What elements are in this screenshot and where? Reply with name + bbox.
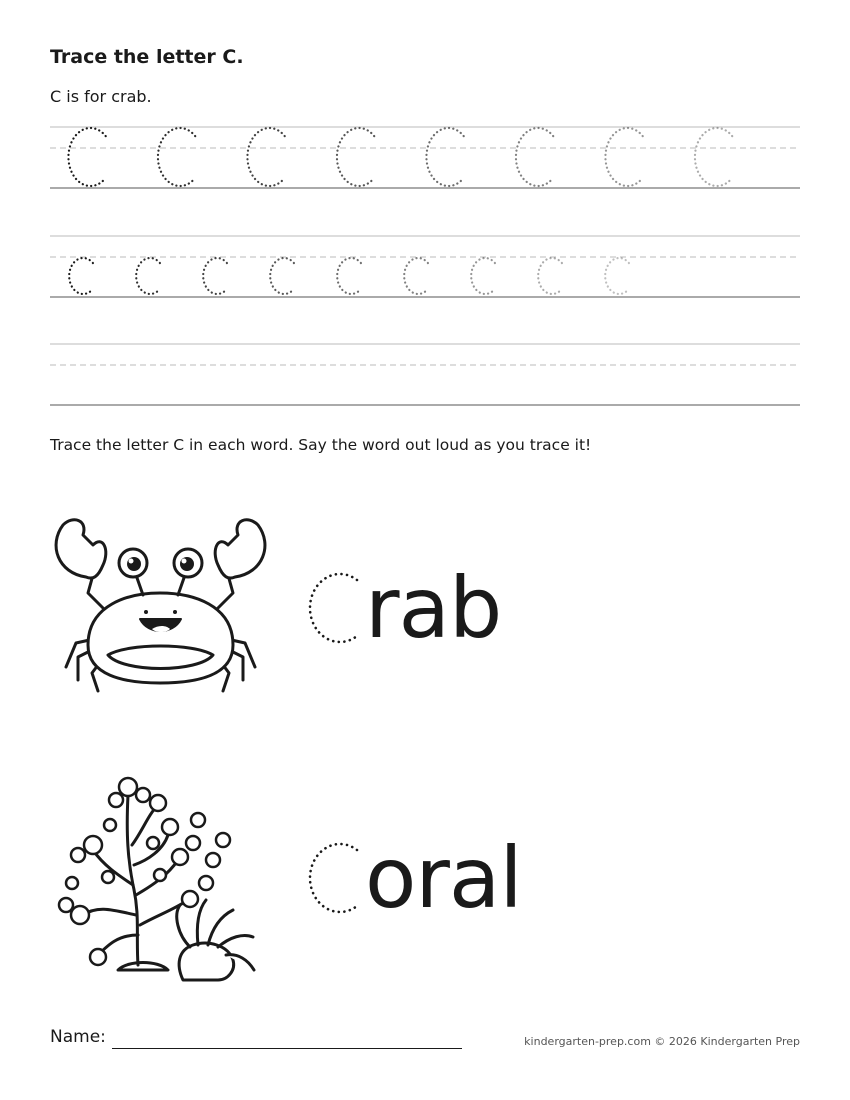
worksheet-title: Trace the letter C. [50, 46, 244, 68]
crab-picture [48, 515, 273, 700]
dotted-uppercase-c [516, 128, 553, 186]
dotted-letter-c [297, 836, 365, 920]
word-instruction: Trace the letter C in each word. Say the word out loud as you trace it! [50, 436, 592, 454]
dotted-uppercase-c [426, 128, 463, 186]
worksheet-subtitle: C is for crab. [50, 87, 152, 106]
trace-word-coral [297, 829, 522, 927]
dotted-lowercase-c [203, 258, 227, 294]
footer-credit: kindergarten-prep.com © 2026 Kindergarten Prep [524, 1035, 800, 1048]
dotted-uppercase-c [158, 128, 195, 186]
name-label: Name: [50, 1027, 106, 1047]
dotted-lowercase-c [270, 258, 294, 294]
dotted-lowercase-c [538, 258, 562, 294]
practice-row-empty [50, 344, 800, 405]
dotted-letter-c [297, 566, 365, 650]
tracing-practice-area [0, 0, 850, 420]
dotted-uppercase-c [68, 128, 105, 186]
dotted-lowercase-c [404, 258, 428, 294]
name-write-line[interactable] [112, 1048, 462, 1049]
dotted-lowercase-c [471, 258, 495, 294]
trace-word-crab [297, 559, 502, 657]
dotted-lowercase-c [605, 258, 629, 294]
dotted-uppercase-c [695, 128, 732, 186]
dotted-uppercase-c [247, 128, 284, 186]
dotted-lowercase-c [69, 258, 93, 294]
coral-picture [48, 765, 263, 985]
word-rest-crab: rab [365, 559, 502, 657]
word-rest-coral: oral [365, 829, 522, 927]
dotted-uppercase-c [337, 128, 374, 186]
practice-row-lowercase [50, 236, 800, 297]
practice-row-uppercase [50, 127, 800, 188]
dotted-lowercase-c [337, 258, 361, 294]
dotted-uppercase-c [605, 128, 642, 186]
dotted-lowercase-c [136, 258, 160, 294]
